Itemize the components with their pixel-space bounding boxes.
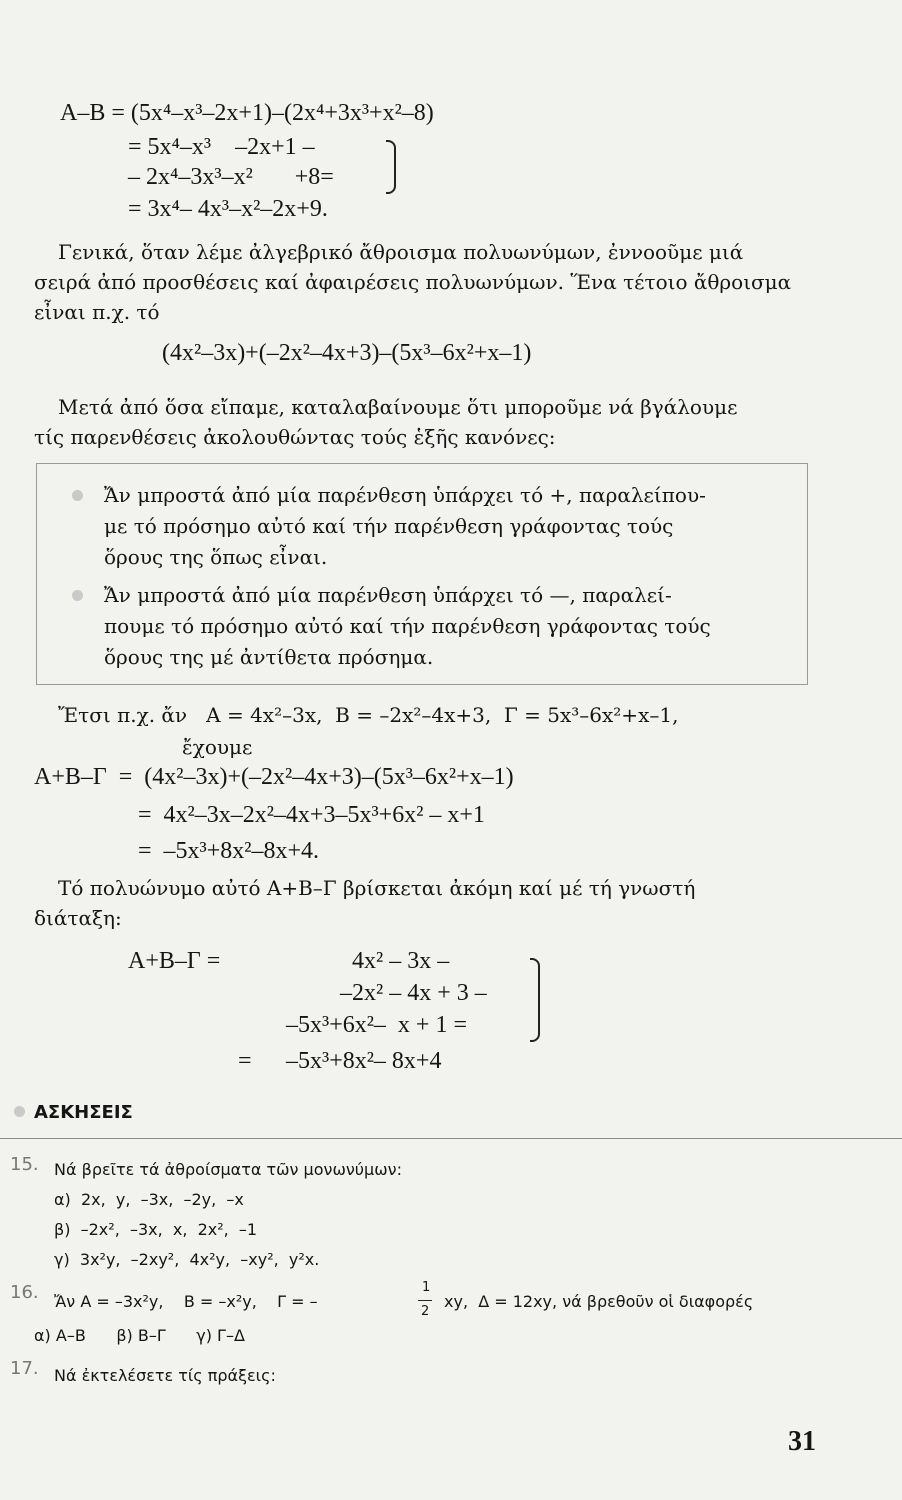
vertical-row-2: –2x² – 4x + 3 – <box>340 980 487 1006</box>
vertical-lhs: A+B–Γ = <box>128 948 221 974</box>
calc-line-2: = 5x⁴–x³ –2x+1 – <box>128 134 315 160</box>
para2-line-1: Μετά ἀπό ὅσα εἴπαμε, καταλαβαίνουμε ὅτι μποροῦμε νά βγάλουμε <box>58 395 738 419</box>
exercise-16-text-b: xy, Δ = 12xy, νά βρεθοῦν οἱ διαφορές <box>444 1292 754 1311</box>
calc-brace <box>386 140 396 194</box>
exercise-15-b: β) –2x², –3x, x, 2x², –1 <box>54 1220 258 1239</box>
exercise-17-number: 17. <box>10 1358 39 1379</box>
exercise-15-a: α) 2x, y, –3x, –2y, –x <box>54 1190 244 1209</box>
exercise-16-number: 16. <box>10 1282 39 1303</box>
rule-1-line-1: Ἄν μπροστά ἀπό μία παρένθεση ὑπάρχει τό +, παραλείπου- <box>104 483 706 507</box>
rule-1-line-2: με τό πρόσημο αὐτό καί τήν παρένθεση γράφοντας τούς <box>104 514 674 538</box>
calc-line-3: – 2x⁴–3x³–x² +8= <box>128 164 334 190</box>
exercise-16-frac-num: 1 <box>422 1280 431 1295</box>
rule-2-bullet <box>72 590 83 601</box>
exercises-heading: ΑΣΚΗΣΕΙΣ <box>34 1102 133 1123</box>
vertical-brace <box>530 958 540 1042</box>
exercise-17-text: Νά ἐκτελέσετε τίς πράξεις: <box>54 1366 276 1385</box>
rule-1-bullet <box>72 490 83 501</box>
para1-formula: (4x²–3x)+(–2x²–4x+3)–(5x³–6x²+x–1) <box>162 340 532 366</box>
example-line-1: Ἔτσι π.χ. ἄν A = 4x²–3x, B = –2x²–4x+3, Γ = 5x³–6x²+x–1, <box>58 703 679 727</box>
example-line-2: ἔχουμε <box>182 735 253 759</box>
para1-line-1: Γενικά, ὅταν λέμε ἀλγεβρικό ἄθροισμα πολυωνύμων, ἐννοοῦμε μιά <box>58 240 744 264</box>
rule-2-line-1: Ἄν μπροστά ἀπό μία παρένθεση ὑπάρχει τό —, παραλεί- <box>104 583 672 607</box>
vertical-row-1: 4x² – 3x – <box>352 948 450 974</box>
rule-2-line-3: ὅρους της μέ ἀντίθετα πρόσημα. <box>104 645 434 669</box>
example-calc-3: = –5x³+8x²–8x+4. <box>138 838 319 864</box>
exercise-15-number: 15. <box>10 1154 39 1175</box>
vertical-result: –5x³+8x²– 8x+4 <box>286 1048 442 1074</box>
example-calc-1: A+B–Γ = (4x²–3x)+(–2x²–4x+3)–(5x³–6x²+x–1) <box>34 764 514 790</box>
para3-line-1: Τό πολυώνυμο αὐτό A+B–Γ βρίσκεται ἀκόμη καί μέ τή γνωστή <box>58 876 696 900</box>
calc-line-1: A–B = (5x⁴–x³–2x+1)–(2x⁴+3x³+x²–8) <box>60 100 434 126</box>
rule-1-line-3: ὅρους της ὅπως εἶναι. <box>104 545 328 569</box>
calc-line-4: = 3x⁴– 4x³–x²–2x+9. <box>128 196 328 222</box>
vertical-row-3: –5x³+6x²– x + 1 = <box>286 1012 467 1038</box>
exercise-15-c: γ) 3x²y, –2xy², 4x²y, –xy², y²x. <box>54 1250 320 1269</box>
vertical-eq: = <box>238 1048 252 1074</box>
example-calc-2: = 4x²–3x–2x²–4x+3–5x³+6x² – x+1 <box>138 802 485 828</box>
rule-2-line-2: πουμε τό πρόσημο αὐτό καί τήν παρένθεση γράφοντας τούς <box>104 614 711 638</box>
exercise-16-frac-bar <box>418 1300 432 1301</box>
exercises-bullet <box>14 1106 25 1117</box>
exercise-16-frac-den: 2 <box>421 1304 430 1319</box>
exercises-divider <box>0 1138 902 1139</box>
exercise-16-text-a: Ἄν A = –3x²y, B = –x²y, Γ = – <box>54 1292 318 1311</box>
exercise-15-text: Νά βρεῖτε τά ἀθροίσματα τῶν μονωνύμων: <box>54 1160 402 1179</box>
para3-line-2: διάταξη: <box>34 906 122 930</box>
para2-line-2: τίς παρενθέσεις ἀκολουθώντας τούς ἑξῆς κανόνες: <box>34 425 556 449</box>
para1-line-3: εἶναι π.χ. τό <box>34 300 160 324</box>
para1-line-2: σειρά ἀπό προσθέσεις καί ἀφαιρέσεις πολυωνύμων. Ἕνα τέτοιο ἄθροισμα <box>34 270 792 294</box>
exercise-16-parts: α) A–B β) B–Γ γ) Γ–Δ <box>34 1326 245 1345</box>
page-number: 31 <box>788 1426 816 1457</box>
